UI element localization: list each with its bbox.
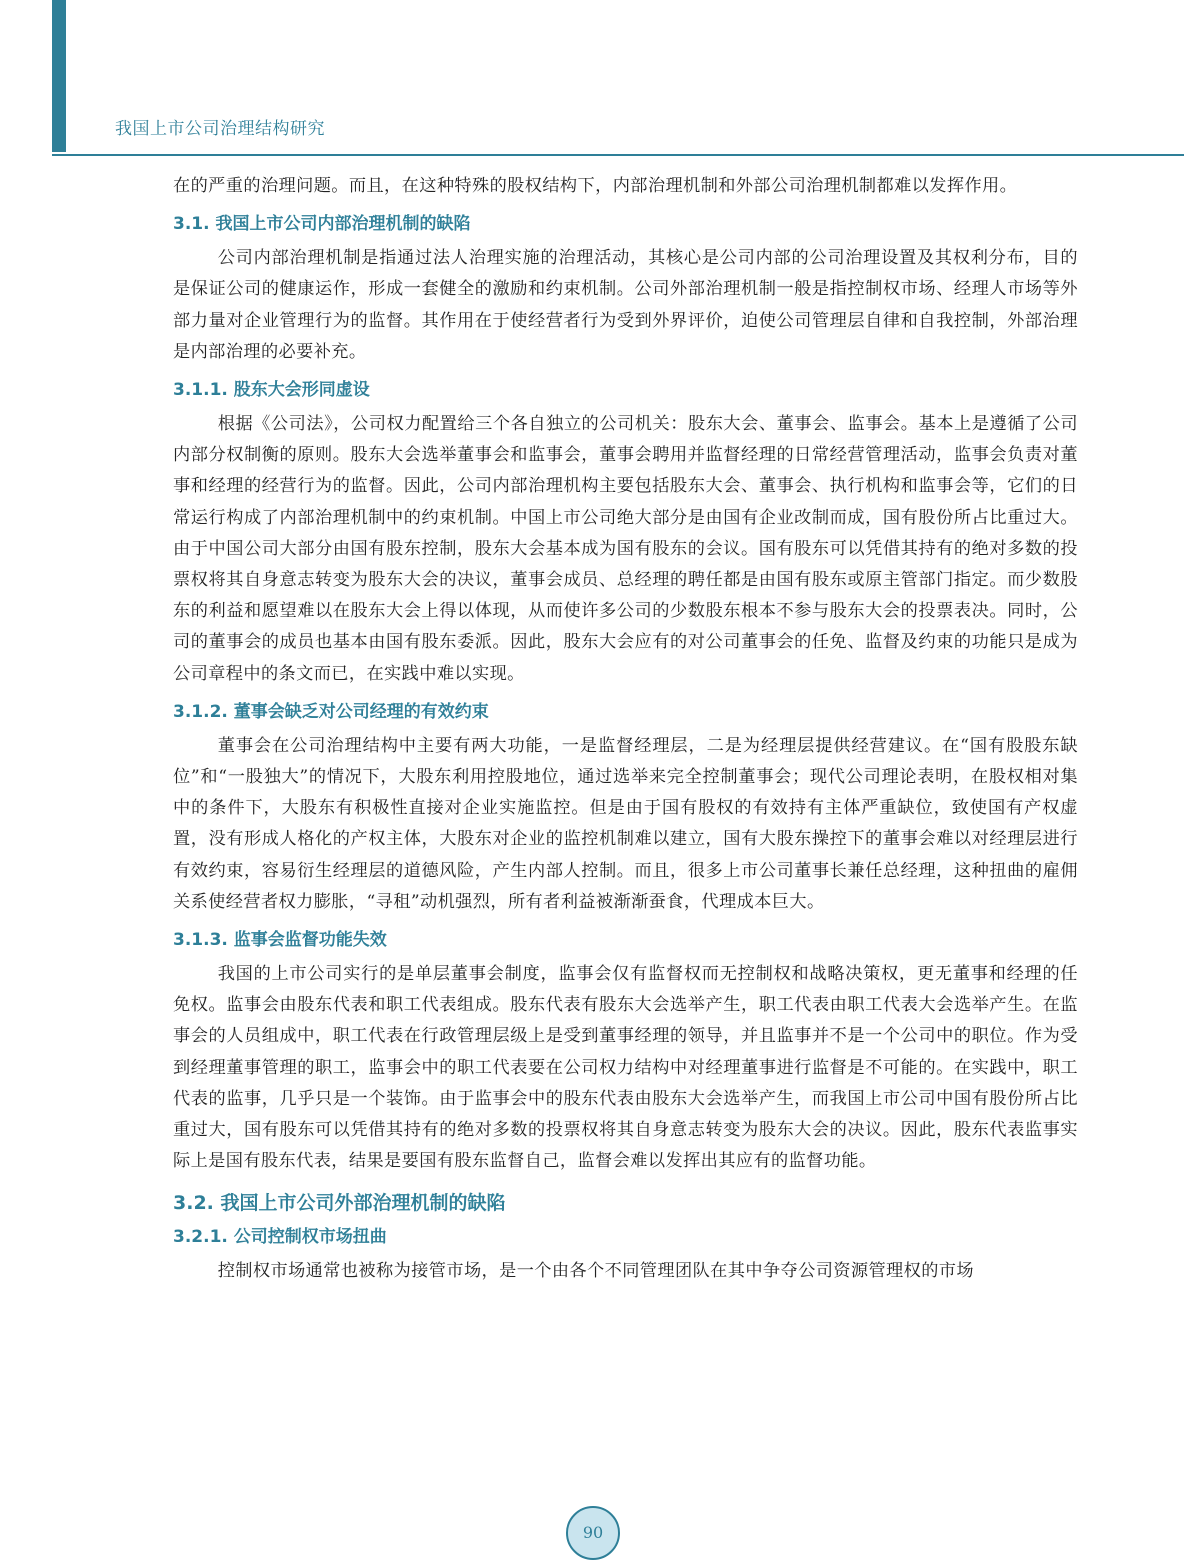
section-heading-3-1-3: 3.1.3. 监事会监督功能失效 — [173, 930, 387, 951]
section-heading-3-2: 3.2. 我国上市公司外部治理机制的缺陷 — [173, 1192, 506, 1215]
section-heading-3-1: 3.1. 我国上市公司内部治理机制的缺陷 — [173, 214, 471, 235]
section-heading-3-1-1: 3.1.1. 股东大会形同虚设 — [173, 380, 370, 401]
section-heading-3-2-1: 3.2.1. 公司控制权市场扭曲 — [173, 1227, 387, 1248]
paragraph-3-1: 公司内部治理机制是指通过法人治理实施的治理活动，其核心是公司内部的公司治理设置及其权利分布，目的是保证公司的健康运作，形成一套健全的激励和约束机制。公司外部治理机制一般是指控制权市场、经理人市场等外部力量对企业管理行为的监督。其作用在于使经营者行为受到外界评价，迫使公司管理层自律和自我控制，外部治理是内部治理的必要补充。 — [173, 248, 1078, 362]
section-heading-3-1-2: 3.1.2. 董事会缺乏对公司经理的有效约束 — [173, 701, 489, 722]
header-divider — [52, 154, 1184, 156]
paragraph-3-1-3: 我国的上市公司实行的是单层董事会制度，监事会仅有监督权而无控制权和战略决策权，更无董事和经理的任免权。监事会由股东代表和职工代表组成。股东代表有股东大会选举产生，职工代表由职工代表大会选举产生。在监事会的人员组成中，职工代表在行政管理层级上是受到董事经理的领导，并且监事并不是一个公司中的职位。作为受到经理董事管理的职工，监事会中的职工代表要在公司权力结构中对经理董事进行监督是不可能的。在实践中，职工代表的监事，几乎只是一个装饰。由于监事会中的股东代表由股东大会选举产生，而我国上市公司中国有股份所占比重过大，国有股东可以凭借其持有的绝对多数的投票权将其自身意志转变为股东大会的决议。因此，股东代表监事实际上是国有股东代表，结果是要国有股东监督自己，监督会难以发挥出其应有的监督功能。 — [173, 964, 1078, 1172]
page-number-badge: 90 — [566, 1506, 620, 1560]
intro-paragraph: 在的严重的治理问题。而且，在这种特殊的股权结构下，内部治理机制和外部公司治理机制都难以发挥作用。 — [173, 176, 1018, 196]
running-header-title: 我国上市公司治理结构研究 — [115, 119, 325, 139]
paragraph-3-2-1: 控制权市场通常也被称为接管市场，是一个由各个不同管理团队在其中争夺公司资源管理权的市场 — [217, 1261, 974, 1282]
paragraph-3-1-1: 根据《公司法》，公司权力配置给三个各自独立的公司机关：股东大会、董事会、监事会。基本上是遵循了公司内部分权制衡的原则。股东大会选举董事会和监事会，董事会聘用并监督经理的日常经营管理活动，监事会负责对董事和经理的经营行为的监督。因此，公司内部治理机构主要包括股东大会、董事会、执行机构和监事会等，它们的日常运行构成了内部治理机制中的约束机制。中国上市公司绝大部分是由国有企业改制而成，国有股份所占比重过大。由于中国公司大部分由国有股东控制，股东大会基本成为国有股东的会议。国有股东可以凭借其持有的绝对多数的投票权将其自身意志转变为股东大会的决议，董事会成员、总经理的聘任都是由国有股东或原主管部门指定。而少数股东的利益和愿望难以在股东大会上得以体现，从而使许多公司的少数股东根本不参与股东大会的投票表决。同时，公司的董事会的成员也基本由国有股东委派。因此，股东大会应有的对公司董事会的任免、监督及约束的功能只是成为公司章程中的条文而已，在实践中难以实现。 — [173, 414, 1078, 684]
page-body — [173, 171, 1078, 1288]
header-accent-bar — [52, 0, 66, 152]
paragraph-3-1-2: 董事会在公司治理结构中主要有两大功能，一是监督经理层，二是为经理层提供经营建议。在“国有股股东缺位”和“一股独大”的情况下，大股东利用控股地位，通过选举来完全控制董事会；现代公司理论表明，在股权相对集中的条件下，大股东有积极性直接对企业实施监控。但是由于国有股权的有效持有主体严重缺位，致使国有产权虚置，没有形成人格化的产权主体，大股东对企业的监控机制难以建立，国有大股东操控下的董事会难以对经理层进行有效约束，容易衍生经理层的道德风险，产生内部人控制。而且，很多上市公司董事长兼任总经理，这种扭曲的雇佣关系使经营者权力膨胀，“寻租”动机强烈，所有者利益被渐渐蚕食，代理成本巨大。 — [173, 735, 1078, 912]
